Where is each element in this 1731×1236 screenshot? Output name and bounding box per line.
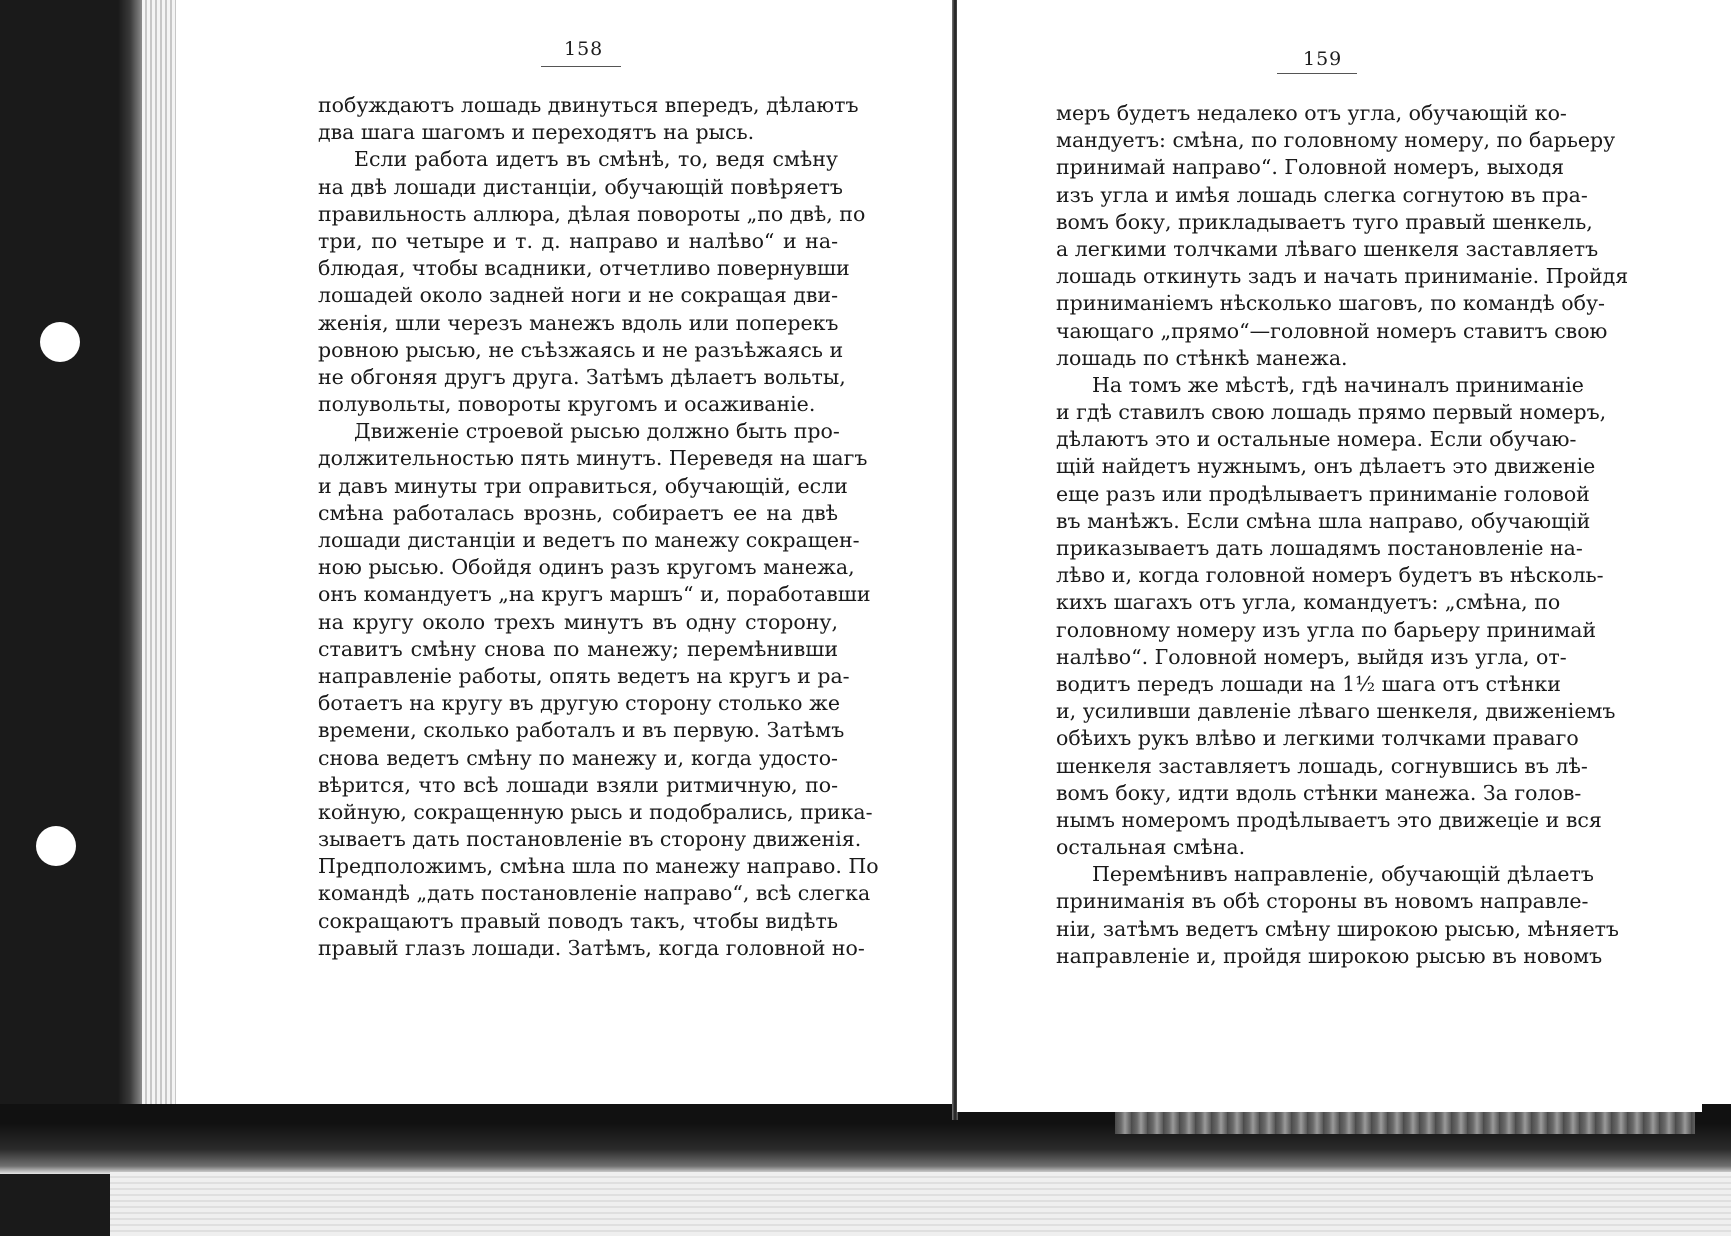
scan-bed-bottom	[110, 1172, 1731, 1236]
text-line: Если работа идетъ въ смѣнѣ, то, ведя смѣну	[354, 147, 838, 172]
page-number: 159	[1303, 48, 1343, 70]
text-line: и гдѣ ставилъ свою лошадь прямо первый номеръ,	[1056, 400, 1607, 425]
text-line: снова ведетъ смѣну по манежу и, когда удосто-	[318, 745, 838, 770]
text-line: налѣво“. Головной номеръ, выйдя изъ угла, от-	[1056, 644, 1567, 669]
text-line: должительностью пять минутъ. Переведя на шагъ	[318, 446, 868, 471]
text-line: На томъ же мѣстѣ, гдѣ начиналъ приниманіе	[1092, 372, 1584, 397]
text-line: вомъ боку, прикладываетъ туго правый шенкель,	[1056, 209, 1593, 234]
text-line: зываетъ дать постановленіе въ сторону движенія.	[318, 827, 862, 852]
binder-hole-top	[40, 322, 80, 362]
text-line: побуждаютъ лошадь двинуться впередъ, дѣлаютъ	[318, 93, 859, 117]
page-text	[1056, 100, 1629, 970]
text-line: лѣво и, когда головной номеръ будетъ въ нѣсколь-	[1056, 563, 1604, 588]
text-line: чающаго „прямо“—головной номеръ ставитъ свою	[1056, 318, 1608, 343]
text-line: койную, сокращенную рысь и подобрались, прика-	[318, 799, 873, 824]
text-line: Движеніе строевой рысью должно быть про-	[354, 419, 840, 444]
text-line: приказываетъ дать лошадямъ постановленіе на-	[1056, 536, 1583, 560]
text-line: обѣихъ рукъ влѣво и легкими толчками праваго	[1056, 726, 1579, 751]
scan-margin-left	[0, 0, 150, 1236]
text-line: три, по четыре и т. д. направо и налѣво“ и на-	[318, 228, 838, 253]
text-line: вомъ боку, идти вдоль стѣнки манежа. За голов-	[1056, 780, 1582, 805]
text-line: два шага шагомъ и переходятъ на рысь.	[318, 120, 755, 145]
text-line: приниманія въ обѣ стороны въ новомъ направле-	[1056, 889, 1589, 914]
page-number-rule	[541, 66, 621, 67]
text-line: еще разъ или продѣлываетъ приниманіе головой	[1056, 481, 1590, 506]
text-line: а легкими толчками лѣваго шенкеля заставляетъ	[1056, 236, 1599, 261]
text-line: лошадей около задней ноги и не сокращая дви-	[318, 283, 838, 308]
text-line: на двѣ лошади дистанціи, обучающій повѣряетъ	[318, 174, 843, 199]
text-line: ною рысью. Обойдя одинъ разъ кругомъ манежа,	[318, 555, 855, 580]
page-bottom-edge	[1115, 1112, 1695, 1134]
text-line: лошадь по стѣнкѣ манежа.	[1056, 345, 1348, 370]
text-line: изъ угла и имѣя лошадь слегка согнутою въ пра-	[1056, 182, 1588, 207]
text-line: не обгоняя другъ друга. Затѣмъ дѣлаетъ вольты,	[318, 364, 846, 389]
text-line: направленіе работы, опять ведетъ на кругъ и ра-	[318, 663, 850, 688]
text-line: ботаетъ на кругу въ другую сторону столько же	[318, 691, 840, 716]
text-line: остальная смѣна.	[1056, 835, 1246, 860]
text-line: головному номеру изъ угла по барьеру принимай	[1056, 617, 1597, 642]
text-line: водитъ передъ лошади на 1½ шага отъ стѣнки	[1056, 671, 1561, 696]
page-text	[318, 92, 879, 962]
text-line: въ манѣжъ. Если смѣна шла направо, обучающій	[1056, 508, 1591, 533]
text-line: принимай направо“. Головной номеръ, выходя	[1056, 155, 1565, 180]
left-page	[176, 0, 957, 1104]
text-line: и, усиливши давленіе лѣваго шенкеля, движеніемъ	[1056, 699, 1616, 724]
text-line: блюдая, чтобы всадники, отчетливо повернувши	[318, 256, 850, 281]
text-line: мандуетъ: смѣна, по головному номеру, по барьеру	[1056, 128, 1616, 153]
text-line: ставитъ смѣну снова по манежу; перемѣнивши	[318, 636, 838, 661]
text-line: вѣрится, что всѣ лошади взяли ритмичную, по-	[318, 772, 838, 797]
text-line: дѣлаютъ это и остальные номера. Если обучаю-	[1056, 427, 1577, 452]
text-line: полувольты, повороты кругомъ и осаживаніе.	[318, 392, 816, 417]
text-line: на кругу около трехъ минутъ въ одну сторону,	[318, 609, 838, 634]
text-line: правый глазъ лошади. Затѣмъ, когда головной но-	[318, 935, 865, 960]
text-line: нымъ номеромъ продѣлываетъ это движеціе и вся	[1056, 807, 1602, 832]
text-line: лошадь откинуть задъ и начать приниманіе. Пройдя	[1056, 264, 1629, 289]
text-line: времени, сколько работалъ и въ первую. Затѣмъ	[318, 718, 845, 743]
text-line: ніи, затѣмъ ведетъ смѣну широкою рысью, мѣняетъ	[1056, 916, 1619, 941]
text-line: шенкеля заставляетъ лошадь, согнувшись въ лѣ-	[1056, 753, 1588, 778]
text-line: приниманіемъ нѣсколько шаговъ, по командѣ обу-	[1056, 291, 1605, 316]
binder-hole-bottom	[36, 826, 76, 866]
page-number-rule	[1277, 73, 1357, 74]
text-line: меръ будетъ недалеко отъ угла, обучающій ко-	[1056, 101, 1567, 125]
text-line: лошади дистанціи и ведетъ по манежу сокращен-	[318, 528, 860, 552]
text-line: женія, шли черезъ манежъ вдоль или поперекъ	[318, 310, 839, 335]
text-line: сокращаютъ правый поводъ такъ, чтобы видѣть	[318, 908, 838, 933]
text-line: правильность аллюра, дѣлая повороты „по двѣ, по	[318, 201, 866, 226]
page-edges-stack	[142, 0, 176, 1120]
text-line: командѣ „дать постановленіе направо“, всѣ слегка	[318, 881, 871, 906]
text-line: смѣна работалась врознь, собираетъ ее на двѣ	[318, 500, 838, 525]
page-number: 158	[564, 38, 604, 60]
text-line: щій найдетъ нужнымъ, онъ дѣлаетъ это движеніе	[1056, 454, 1596, 479]
text-line: Предположимъ, смѣна шла по манежу направо. По	[318, 854, 879, 879]
text-line: кихъ шагахъ отъ угла, командуетъ: „смѣна, по	[1056, 590, 1561, 615]
text-line: ровною рысью, не съѣзжаясь и не разъѣжаясь и	[318, 337, 844, 362]
right-page	[957, 0, 1702, 1112]
text-line: Перемѣнивъ направленіе, обучающій дѣлаетъ	[1092, 862, 1594, 887]
text-line: направленіе и, пройдя широкою рысью въ новомъ	[1056, 943, 1603, 968]
text-line: онъ командуетъ „на кругъ маршъ“ и, поработавши	[318, 582, 871, 607]
text-line: и давъ минуты три оправиться, обучающій, если	[318, 473, 848, 498]
